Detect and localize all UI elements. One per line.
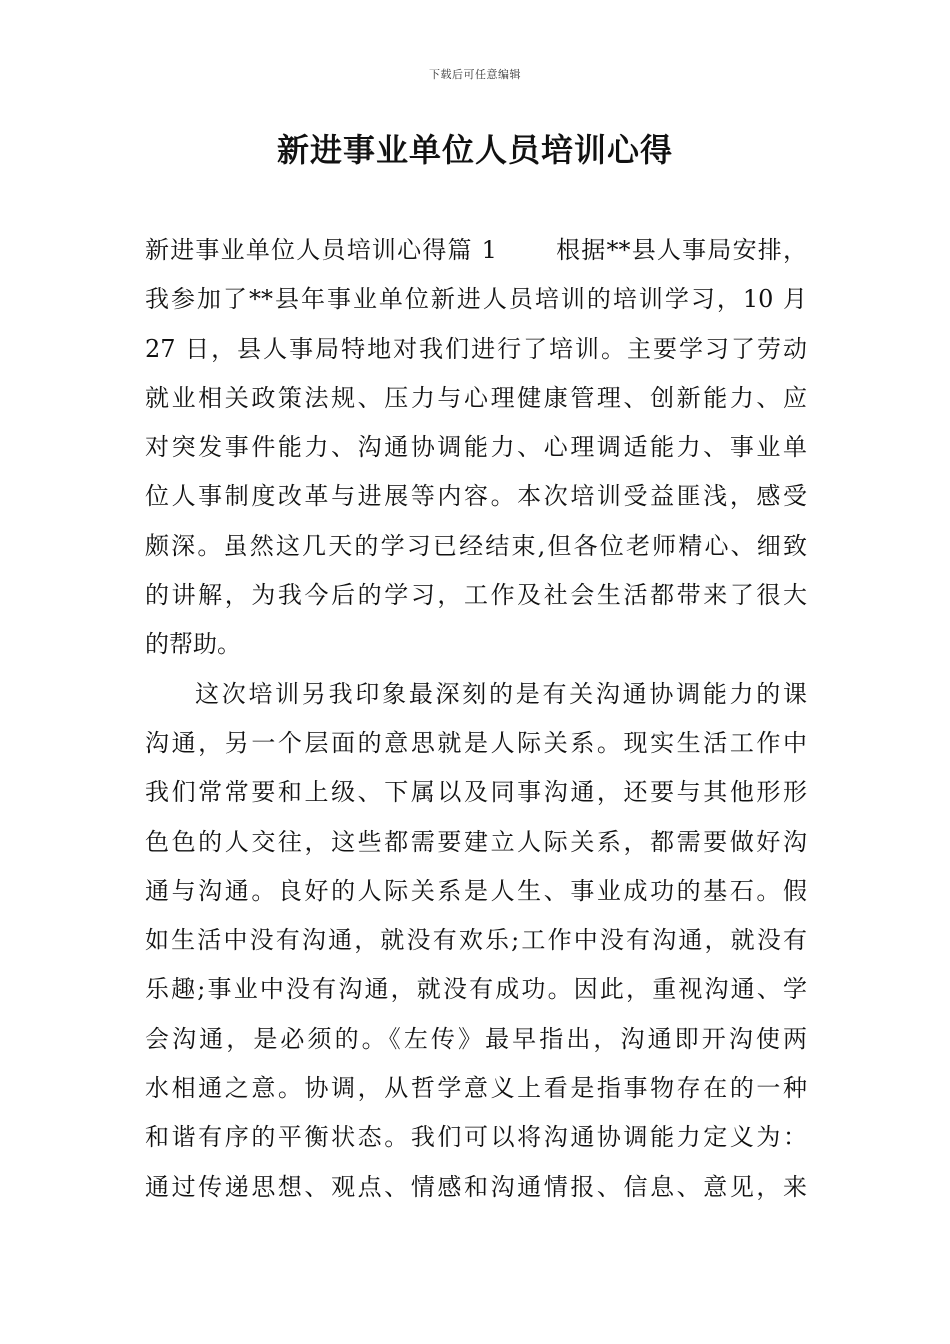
paragraph-2-line: 通过传递思想、观点、情感和沟通情报、信息、意见，来 [145,1172,807,1201]
paragraph-1-text: 根据**县人事局安排， [554,236,807,264]
paragraph-1-line: 位人事制度改革与进展等内容。本次培训受益匪浅，感受 [145,482,807,511]
paragraph-1-line: 的帮助。 [145,630,241,659]
paragraph-1-line: 27 日，县人事局特地对我们进行了培训。主要学习了劳动 [145,334,807,363]
paragraph-1-line-1 [145,226,807,275]
paragraph-1-line: 对突发事件能力、沟通协调能力、心理调适能力、事业单 [145,433,807,462]
paragraph-2-line: 沟通，另一个层面的意思就是人际关系。现实生活工作中 [145,728,807,757]
paragraph-1-line: 颇深。虽然这几天的学习已经结束,但各位老师精心、细致 [145,531,807,560]
paragraph-2-line: 乐趣;事业中没有沟通，就没有成功。因此，重视沟通、学 [145,975,807,1004]
paragraph-1-line: 就业相关政策法规、压力与心理健康管理、创新能力、应 [145,383,807,412]
paragraph-2-line: 这次培训另我印象最深刻的是有关沟通协调能力的课 [195,679,807,708]
document-body [145,226,807,1212]
paragraph-2-line: 如生活中没有沟通，就没有欢乐;工作中没有沟通，就没有 [145,926,807,955]
paragraph-2-line: 通与沟通。良好的人际关系是人生、事业成功的基石。假 [145,876,807,905]
paragraph-2-line: 和谐有序的平衡状态。我们可以将沟通协调能力定义为： [145,1123,807,1152]
paragraph-2-line: 会沟通，是必须的。《左传》最早指出，沟通即开沟使两 [145,1024,807,1053]
document-title: 新进事业单位人员培训心得 [276,131,673,169]
paragraph-1-line: 我参加了**县年事业单位新进人员培训的培训学习，10 月 [145,285,807,314]
paragraph-2-line: 色色的人交往，这些都需要建立人际关系，都需要做好沟 [145,827,807,856]
paragraph-2-line: 水相通之意。协调，从哲学意义上看是指事物存在的一种 [145,1074,807,1103]
paragraph-1-line: 的讲解，为我今后的学习，工作及社会生活都带来了很大 [145,581,807,610]
article-lead: 新进事业单位人员培训心得篇 1 [145,236,497,264]
paragraph-2-line: 我们常常要和上级、下属以及同事沟通，还要与其他形形 [145,778,807,807]
header-note: 下载后可任意编辑 [429,68,521,81]
